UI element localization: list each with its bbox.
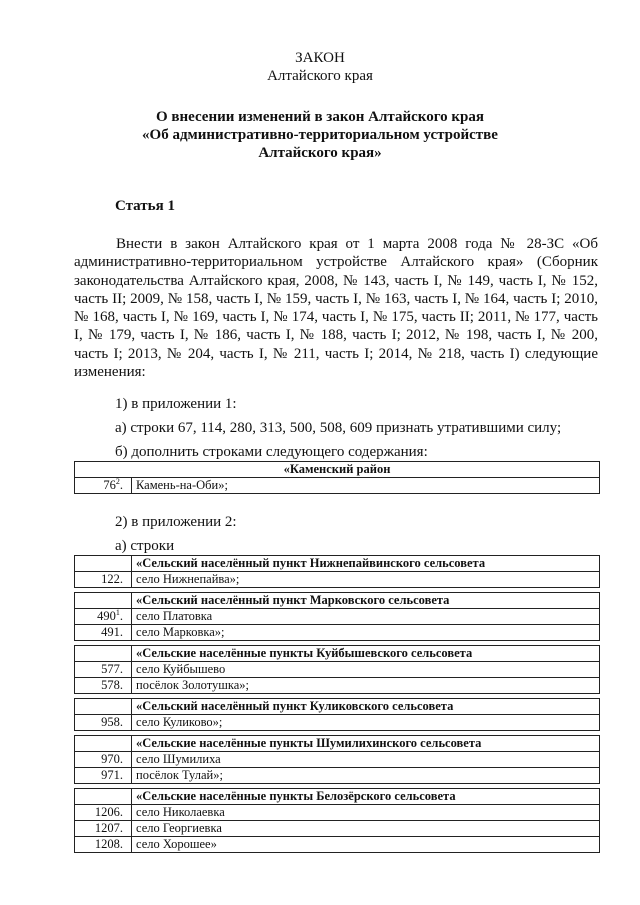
row-value: село Платовка — [132, 609, 600, 625]
row-value: село Николаевка — [132, 805, 600, 821]
group-header: «Сельские населённые пункты Куйбышевского сельсовета — [132, 646, 600, 662]
table-row — [75, 789, 600, 805]
row-number: 958. — [75, 715, 132, 731]
item-1: 1) в приложении 1: — [115, 396, 237, 412]
law-title: ЗАКОН — [295, 50, 345, 66]
table-row — [75, 572, 600, 588]
table-row — [75, 478, 600, 494]
item-2: 2) в приложении 2: — [115, 514, 237, 530]
table-row — [75, 699, 600, 715]
article-title: Статья 1 — [115, 198, 175, 214]
table-row — [75, 678, 600, 694]
row-number: 1207. — [75, 821, 132, 837]
row-value: посёлок Золотушка»; — [132, 678, 600, 694]
item-1b: б) дополнить строками следующего содержания: — [115, 444, 428, 460]
table-row — [75, 662, 600, 678]
row-number: 971. — [75, 768, 132, 784]
table-header: «Каменский район — [75, 462, 600, 478]
table-row — [75, 752, 600, 768]
row-value: село Куйбышево — [132, 662, 600, 678]
row-value: село Георгиевка — [132, 821, 600, 837]
row-value: село Нижнепайва»; — [132, 572, 600, 588]
row-number: 578. — [75, 678, 132, 694]
row-value: Камень-на-Оби»; — [132, 478, 600, 494]
table-row — [75, 556, 600, 572]
row-number: $490^1$. — [75, 609, 132, 625]
table-row — [75, 625, 600, 641]
heading-line-3: Алтайского края» — [258, 145, 382, 161]
table-row — [75, 609, 600, 625]
row-number: 491. — [75, 625, 132, 641]
table-row — [75, 768, 600, 784]
row-value: село Куликово»; — [132, 715, 600, 731]
row-number: 970. — [75, 752, 132, 768]
row-number: 577. — [75, 662, 132, 678]
law-subtitle: Алтайского края — [267, 68, 373, 84]
table-kamensky — [74, 461, 600, 494]
row-number: 1206. — [75, 805, 132, 821]
group-header: «Сельский населённый пункт Нижнепайвинского сельсовета — [132, 556, 600, 572]
row-value: село Хорошее» — [132, 837, 600, 853]
intro-paragraph: Внести в закон Алтайского края от 1 марта 2008 года № 28-ЗС «Об административно-территориальном устройстве Алтайского края» (Сборник законодательства Алтайского края, 2008, № 143, часть I, № 149, часть I, № 152, часть II; 2009, № 158, часть I, № 159, часть I, № 163, часть I, № 164, часть I; 2010, № 168, часть I, № 169, часть I, № 174, часть I, № 175, часть II; 2011, № 177, часть I, № 179, часть I, № 186, часть I, № 188, часть I; 2012, № 198, часть I, № 200, часть I; 2013, № 204, часть I, № 211, часть I; 2014, № 218, часть I) следующие изменения: — [74, 236, 598, 381]
row-number: 1208. — [75, 837, 132, 853]
table-row — [75, 715, 600, 731]
table-row — [75, 736, 600, 752]
row-value: село Марковка»; — [132, 625, 600, 641]
item-2a: а) строки — [115, 538, 175, 554]
table-row — [75, 821, 600, 837]
table-row — [75, 837, 600, 853]
table-row — [75, 646, 600, 662]
row-value: село Шумилиха — [132, 752, 600, 768]
table-settlements — [74, 555, 600, 853]
group-header: «Сельские населённые пункты Белозёрского сельсовета — [132, 789, 600, 805]
table-row — [75, 805, 600, 821]
table-row — [75, 593, 600, 609]
document-heading — [0, 108, 640, 162]
group-header: «Сельские населённые пункты Шумилихинского сельсовета — [132, 736, 600, 752]
heading-line-1: О внесении изменений в закон Алтайского края — [155, 109, 485, 125]
item-1a: а) строки 67, 114, 280, 313, 500, 508, 609 признать утратившими силу; — [115, 420, 562, 436]
row-number: $76^2$. — [75, 478, 132, 494]
heading-line-2: «Об административно-территориальном устройстве — [142, 127, 498, 143]
group-header: «Сельский населённый пункт Марковского сельсовета — [132, 593, 600, 609]
row-number: 122. — [75, 572, 132, 588]
table-row — [75, 462, 600, 478]
row-value: посёлок Тулай»; — [132, 768, 600, 784]
group-header: «Сельский населённый пункт Куликовского сельсовета — [132, 699, 600, 715]
